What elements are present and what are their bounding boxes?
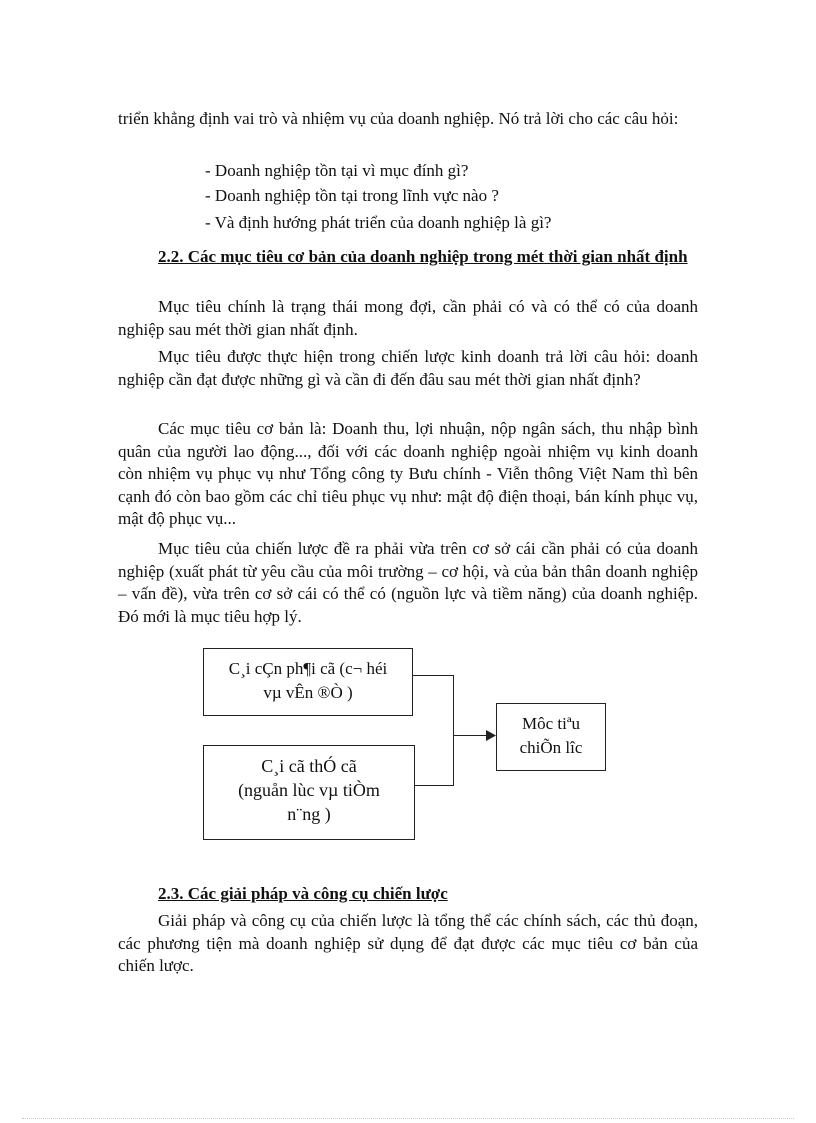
box-can-line-2: (nguån lùc vµ tiÒm: [238, 780, 380, 800]
box-what-is-needed: [203, 648, 413, 716]
box-can-line-3: n¨ng ): [287, 804, 331, 824]
connector-vertical: [453, 675, 454, 786]
box-what-can-have: [203, 745, 415, 840]
page-bottom-divider: [22, 1118, 794, 1119]
section-2-2-heading: 2.2. Các mục tiêu cơ bản của doanh nghiệp trong mét thời gian nhất định: [158, 247, 688, 266]
connector-bottom: [415, 785, 454, 786]
intro-paragraph: triển khẳng định vai trò và nhiệm vụ của doanh nghiệp. Nó trả lời cho các câu hỏi:: [118, 109, 679, 128]
question-1: - Doanh nghiệp tồn tại vì mục đính gì?: [205, 161, 469, 180]
section-2-2-paragraph-2: Mục tiêu được thực hiện trong chiến lược kinh doanh trả lời câu hỏi: doanh nghiệp cần đạt được những gì và cần đi đến đâu sau mét thời gian nhất định?: [118, 347, 698, 389]
box-strategic-goal: [496, 703, 606, 771]
arrow-head-icon: [486, 730, 497, 741]
section-2-2-paragraph-1: Mục tiêu chính là trạng thái mong đợi, cần phải có và có thể có của doanh nghiệp sau mét thời gian nhất định.: [118, 297, 698, 339]
box-goal-line-1: Môc tiªu: [521, 714, 581, 733]
box-goal-line-2: chiÕn lîc: [519, 738, 583, 757]
section-2-3-heading: 2.3. Các giải pháp và công cụ chiến lược: [158, 884, 448, 903]
connector-top: [413, 675, 454, 676]
question-3: - Và định hướng phát triển của doanh nghiệp là gì?: [205, 213, 552, 232]
section-2-2-paragraph-3: Các mục tiêu cơ bản là: Doanh thu, lợi nhuận, nộp ngân sách, thu nhập bình quân của người lao động..., đối với các doanh nghiệp ngoài nhiệm vụ kinh doanh còn nhiệm vụ phục vụ như Tổng công ty Bưu chính - Viễn thông Việt Nam thì bên cạnh đó còn bao gồm các chỉ tiêu phục vụ như: mật độ điện thoại, bán kính phục vụ, mật độ phục vụ...: [118, 419, 698, 528]
box-need-line-1: C¸i cÇn ph¶i cã (c¬ héi: [228, 659, 388, 678]
box-can-line-1: C¸i cã thÓ cã: [261, 756, 357, 776]
box-need-line-2: vµ vÊn ®Ò ): [263, 683, 353, 702]
section-2-3-paragraph-1: Giải pháp và công cụ của chiến lược là tổng thể các chính sách, các thủ đoạn, các phương tiện mà doanh nghiệp sử dụng để đạt được các mục tiêu cơ bản của chiến lược.: [118, 911, 698, 975]
question-2: - Doanh nghiệp tồn tại trong lĩnh vực nào ?: [205, 186, 499, 205]
connector-to-goal: [453, 735, 489, 736]
section-2-2-paragraph-4: Mục tiêu của chiến lược đề ra phải vừa trên cơ sở cái cần phải có của doanh nghiệp (xuất phát từ yêu cầu của môi trường – cơ hội, và của bản thân doanh nghiệp – vấn đề), vừa trên cơ sở cái có thể có (nguồn lực và tiềm năng) của doanh nghiệp. Đó mới là mục tiêu hợp lý.: [118, 539, 698, 626]
